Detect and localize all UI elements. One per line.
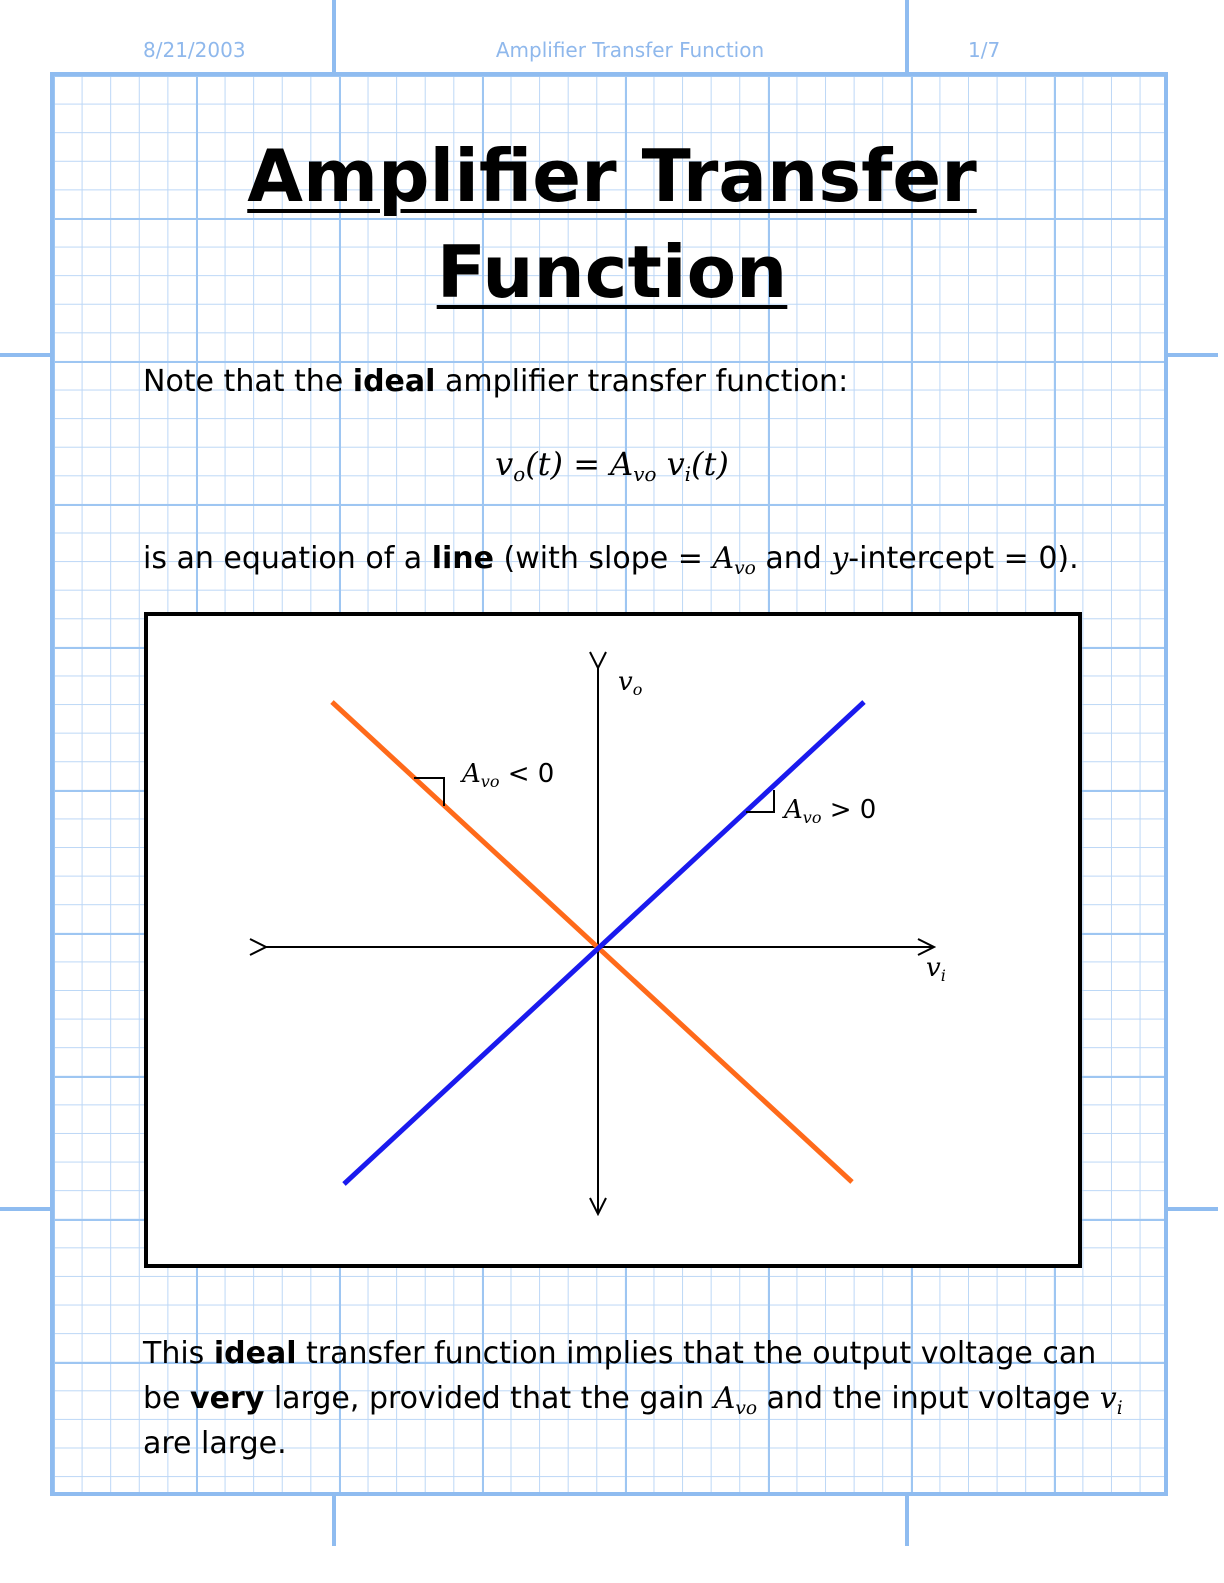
conclusion-input-voltage: v: [1099, 1381, 1117, 1416]
line-desc-pre: is an equation of a: [143, 541, 432, 576]
transfer-equation: [0, 445, 1224, 486]
x-axis-label: vi: [926, 953, 946, 985]
conclusion-l2-mid: large, provided that the gain: [264, 1381, 714, 1416]
line-description: [143, 537, 1079, 585]
positive-gain-line: [344, 702, 864, 1184]
header-title: Amplifier Transfer Function: [495, 38, 765, 62]
y-axis-label: vo: [618, 667, 643, 699]
margin-mark: [1168, 353, 1218, 357]
margin-mark: [332, 1496, 336, 1546]
conclusion-line-1: [143, 1332, 1096, 1376]
margin-mark: [0, 1207, 50, 1211]
line-desc-gain: A: [712, 541, 735, 576]
line-desc-gain-sub: vo: [734, 558, 756, 579]
intro-pre: Note that the: [143, 364, 353, 399]
conclusion-l2-pre: be: [143, 1381, 191, 1416]
conclusion-line-2: [143, 1377, 1123, 1425]
header-date: 8/21/2003: [143, 38, 246, 62]
negative-gain-label: Avo < 0: [462, 759, 555, 791]
conclusion-l2-mid2: and the input voltage: [757, 1381, 1100, 1416]
page-title-line-2: Function: [436, 230, 788, 314]
page-title: [0, 128, 1224, 320]
eq-lhs-var: v: [495, 445, 514, 483]
transfer-function-plot: [148, 616, 1078, 1264]
eq-equals: =: [563, 445, 611, 483]
negative-gain-line: [332, 702, 852, 1182]
eq-rhs-arg: (t): [691, 445, 729, 483]
eq-lhs-sub: o: [513, 463, 526, 486]
line-desc-post: -intercept = 0).: [848, 541, 1079, 576]
margin-mark: [905, 0, 909, 72]
conclusion-gain: A: [713, 1381, 736, 1416]
conclusion-l2-bold: very: [190, 1381, 265, 1416]
conclusion-l1-pre: This: [143, 1336, 214, 1371]
line-desc-mid2: and: [755, 541, 832, 576]
conclusion-line-3: are large.: [143, 1426, 287, 1461]
intro-text: [143, 360, 848, 404]
eq-gain-var: A: [610, 445, 634, 483]
margin-mark: [0, 353, 50, 357]
positive-gain-label: Avo > 0: [784, 795, 877, 827]
intro-post: amplifier transfer function:: [435, 364, 849, 399]
conclusion-l1-post: transfer function implies that the output voltage can: [296, 1336, 1097, 1371]
intro-bold: ideal: [352, 364, 436, 399]
line-desc-y: y: [831, 541, 849, 576]
eq-rhs-sub: i: [684, 463, 692, 486]
margin-mark: [905, 1496, 909, 1546]
conclusion-gain-sub: vo: [735, 1398, 758, 1419]
eq-gain-sub: vo: [633, 463, 657, 486]
transfer-function-figure: [144, 612, 1082, 1268]
page-title-line-1: Amplifier Transfer: [247, 134, 977, 218]
margin-mark: [332, 0, 336, 72]
conclusion-l1-bold: ideal: [213, 1336, 297, 1371]
line-desc-mid: (with slope =: [494, 541, 713, 576]
eq-rhs-var: v: [666, 445, 685, 483]
conclusion-input-voltage-sub: i: [1116, 1398, 1123, 1419]
header-page-number: 1/7: [968, 38, 1001, 62]
eq-lhs-arg: (t): [525, 445, 564, 483]
line-desc-bold: line: [431, 541, 494, 576]
margin-mark: [1168, 1207, 1218, 1211]
